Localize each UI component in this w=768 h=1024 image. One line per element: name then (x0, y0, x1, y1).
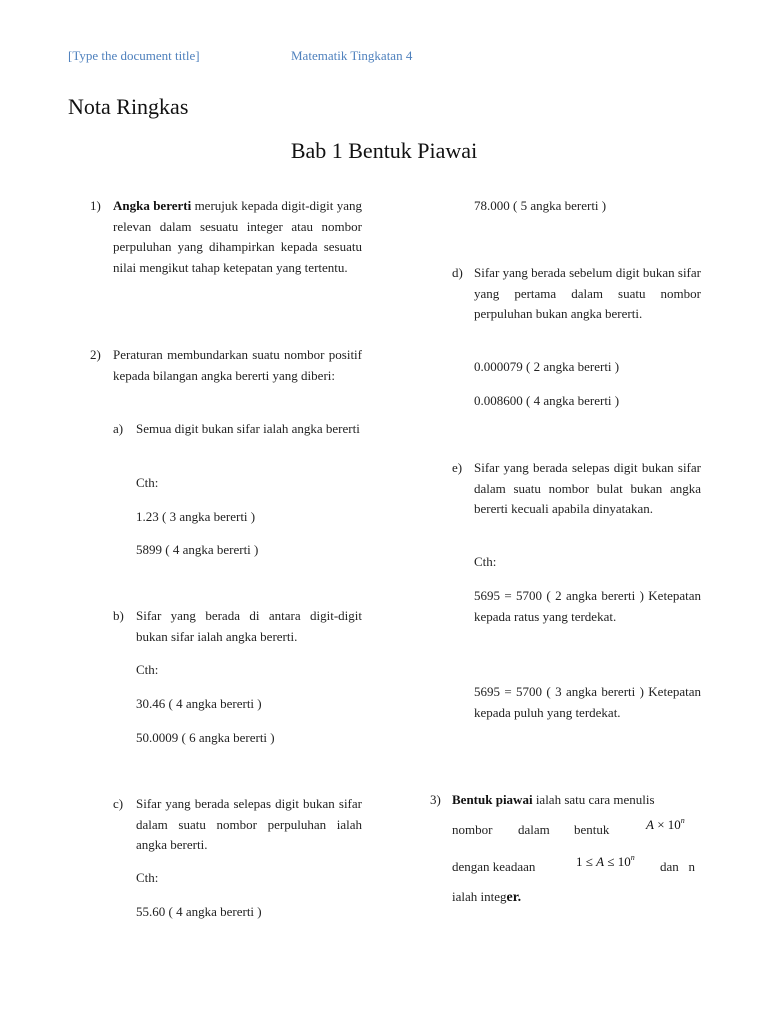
item-3-line-1-rest: ialah satu cara menulis (532, 792, 655, 807)
item-2a-cth: Cth: (136, 475, 159, 490)
condition-one-leq: 1 ≤ (576, 854, 597, 869)
item-2a-text: Semua digit bukan sifar ialah angka bererti (136, 421, 360, 436)
item-3-word-dengan-keadaan: dengan keadaan (452, 859, 536, 874)
item-2b-example-2: 50.0009 ( 6 angka bererti ) (136, 730, 275, 745)
item-2a-label: a) (113, 421, 124, 436)
condition-exponent-n: n (630, 853, 635, 862)
item-2e-example-1: 5695 = 5700 ( 2 angka bererti ) Ketepatan kepada ratus yang terdekat. (474, 588, 701, 624)
item-2a-example-2: 5899 ( 4 angka bererti ) (136, 542, 259, 557)
document-title-placeholder: [Type the document title] (68, 48, 200, 63)
item-3-bold-term: Bentuk piawai (452, 792, 533, 807)
item-2e-text: Sifar yang berada selepas digit bukan sifar dalam suatu nombor bulat bukan angka bererti kecuali apabila dinyatakan. (474, 460, 701, 516)
item-2c-cth: Cth: (136, 870, 159, 885)
standard-form-formula (646, 816, 685, 833)
item-2c-example-1: 55.60 ( 4 angka bererti ) (136, 904, 262, 919)
item-2-number: 2) (90, 347, 101, 362)
item-3-word-dalam: dalam (518, 822, 550, 837)
header-subject: Matematik Tingkatan 4 (291, 48, 413, 63)
chapter-title: Bab 1 Bentuk Piawai (290, 138, 478, 163)
condition-formula (576, 853, 635, 870)
formula-times-ten: × 10 (653, 817, 681, 832)
item-2d-text: Sifar yang berada sebelum digit bukan sifar yang pertama dalam suatu nombor perpuluhan bukan angka bererti. (474, 265, 701, 321)
item-3-word-dan-n: dan n (660, 859, 696, 874)
item-1-number: 1) (90, 198, 101, 213)
item-2d-label: d) (452, 265, 463, 280)
item-2e-example-2: 5695 = 5700 ( 3 angka bererti ) Ketepatan kepada puluh yang terdekat. (474, 684, 701, 720)
item-3-number: 3) (430, 792, 441, 807)
item-2b-cth: Cth: (136, 662, 159, 677)
item-3-ialah-integ: ialah integ (452, 889, 507, 904)
item-2-paragraph: Peraturan membundarkan suatu nombor positif kepada bilangan angka bererti yang diberi: (113, 347, 362, 383)
item-2c-text: Sifar yang berada selepas digit bukan sifar dalam suatu nombor perpuluhan ialah angka bererti. (136, 796, 362, 852)
condition-variable-a: A (596, 854, 605, 869)
item-3-word-bentuk: bentuk (574, 822, 610, 837)
item-3-line-1 (452, 790, 655, 810)
item-2b-text: Sifar yang berada di antara digit-digit bukan sifar ialah angka bererti. (136, 608, 362, 644)
item-1-text: merujuk kepada digit-digit yang relevan dalam sesuatu integer atau nombor perpuluhan yang dihampirkan kepada sesuatu nilai mengikut tahap ketepatan yang tertentu. (113, 198, 362, 275)
item-2e-cth: Cth: (474, 554, 497, 569)
item-2c-example-2: 78.000 ( 5 angka bererti ) (474, 198, 607, 213)
formula-variable-a: A (646, 817, 654, 832)
item-3-word-nombor: nombor (452, 822, 493, 837)
item-2b-example-1: 30.46 ( 4 angka bererti ) (136, 696, 262, 711)
item-2b-label: b) (113, 608, 124, 623)
item-3-er-bold: er. (506, 890, 522, 905)
item-1-bold-term: Angka bererti (113, 198, 192, 213)
page-title: Nota Ringkas (68, 94, 189, 119)
item-2d-example-1: 0.000079 ( 2 angka bererti ) (474, 359, 620, 374)
item-2c-label: c) (113, 796, 124, 811)
item-2d-example-2: 0.008600 ( 4 angka bererti ) (474, 393, 620, 408)
condition-leq-ten: ≤ 10 (604, 854, 631, 869)
item-1-paragraph (113, 196, 362, 278)
item-3-line-4 (452, 887, 521, 908)
formula-exponent-n: n (680, 816, 685, 825)
item-2a-example-1: 1.23 ( 3 angka bererti ) (136, 509, 256, 524)
item-2e-label: e) (452, 460, 463, 475)
